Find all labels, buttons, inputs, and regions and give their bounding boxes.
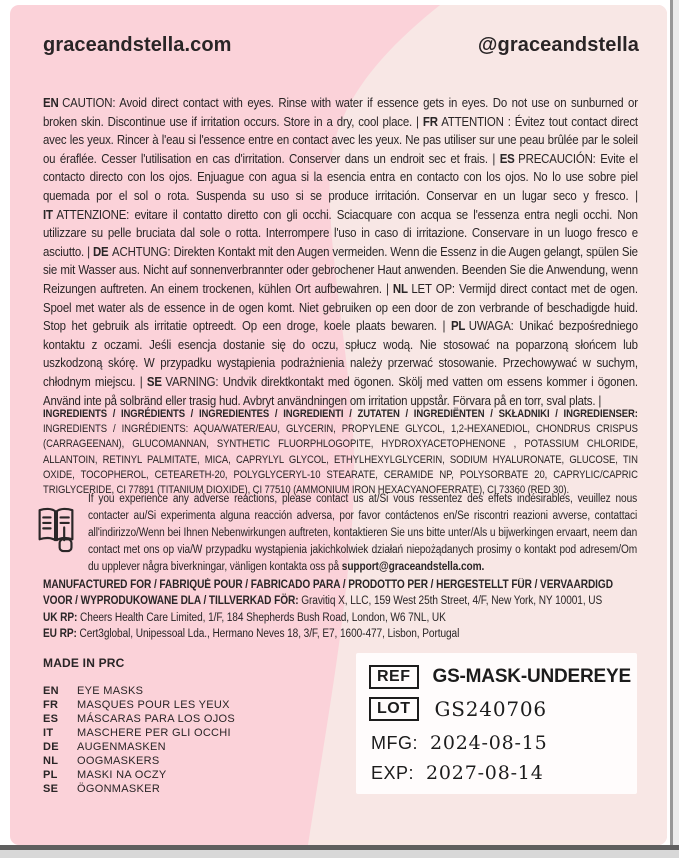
site-url: graceandstella.com <box>43 34 232 56</box>
language-code: EN <box>43 685 59 697</box>
language-code: PL <box>43 769 58 781</box>
manufactured-label: EU RP: <box>43 628 77 641</box>
photo-edge-bottom-outer <box>0 850 679 858</box>
language-row <box>43 768 343 782</box>
caution-segment-text: UWAGA: Unikać bezpośredniego kontaktu z oczami. Jeśli esencja dostanie się do oczu, spłucz wodą. Nie stosować na poparzoną słońcem lub uszkodzoną skórę. W przypadku wystąpienia podrażnienia należy przerwać stosowanie. Przechowywać w suchym, chłodnym miejscu. | <box>43 318 638 389</box>
exp-date: 2027-08-14 <box>426 762 544 784</box>
ref-row <box>369 665 631 689</box>
ref-value: GS-MASK-UNDEREYE <box>432 666 631 687</box>
product-name: MÁSCARAS PARA LOS OJOS <box>77 713 235 725</box>
language-row <box>43 684 343 698</box>
product-name: MASKI NA OCZY <box>77 769 167 781</box>
product-name-languages <box>43 684 343 796</box>
mfg-row <box>369 732 548 754</box>
mfg-label: MFG: <box>371 732 418 753</box>
ingredients-block <box>43 407 638 499</box>
language-code: SE <box>43 783 59 795</box>
language-row <box>43 712 343 726</box>
caution-segment-text: LET OP: Vermijd direct contact met de ogen. Spoel met water als de essence in de ogen komt. Niet gebruiken op een door de zon verbrande of beschadigde huid. Stop het gebruik als irritatie optreedt. Op een droge, koele plaats bewaren. | <box>43 280 638 334</box>
label-panel <box>10 5 667 845</box>
manufactured-row <box>43 626 638 642</box>
caution-segment-text: ATTENTION : Évitez tout contact direct avec les yeux. Rincer à l'eau si l'essence entre en contact avec les yeux. Ne pas utiliser sur une peau brûlée par le soleil ou éraflée. Cesser l'utilisation en cas d'irritation. Conserver dans un endroit sec et frais. | <box>43 113 638 166</box>
language-code: FR <box>43 699 59 711</box>
made-in-text: MADE IN PRC <box>43 656 125 670</box>
language-code: ES <box>43 713 59 725</box>
caution-language-code: DE <box>92 243 109 259</box>
exp-row <box>369 762 544 784</box>
caution-segment-text: ACHTUNG: Direkten Kontakt mit den Augen vermeiden. Wenn die Essenz in die Augen gelangt, spülen Sie sie mit Wasser aus. Nicht auf sonnenverbrannter oder gebrochener Haut anwenden. Beenden Sie die Anwendung, wenn Reizungen auftreten. An einem trockenen, kühlen Ort aufbewahren. | <box>43 243 638 296</box>
caution-segment-text: VARNING: Undvik direktkontakt med ögonen. Skölj med vatten om essens kommer i ögonen. Använd inte på solbränd eller trasig hud. Avbryt användningen om irritation uppstår. Förvara på en torr, sval plats. | <box>43 373 638 408</box>
adverse-text: If you experience any adverse reactions, please contact us at/Si vous ressentez des effets indésirables, veuillez nous contacter au/Si experimenta alguna reacción adversa, por favor contáctenos en/Se riscontri reazioni avverse, contattaci all'indirizzo/Wenn bei Ihnen Nebenwirkungen auftreten, kontaktieren Sie uns bitte unter/Als u bijwerkingen ervaart, neem dan contact met ons op via/W przypadku wystąpienia jakichkolwiek działań niepożądanych prosimy o kontakt pod adresem/Om du upplever några biverkningar, vänligen kontakta oss på <box>88 492 638 573</box>
manufactured-row <box>43 610 638 626</box>
caution-language-code: ES <box>499 150 515 166</box>
caution-language-code: FR <box>422 113 438 129</box>
photo-edge-right-outer <box>673 0 679 858</box>
caution-language-code: NL <box>392 280 408 296</box>
language-code: IT <box>43 727 54 739</box>
manufactured-value: Gravitiq X, LLC, 159 West 25th Street, 4/F, New York, NY 10001, US <box>298 595 603 608</box>
ref-symbol: REF <box>369 665 419 689</box>
language-row <box>43 740 343 754</box>
language-row <box>43 754 343 768</box>
manufactured-block <box>43 577 638 643</box>
ingredients-heading: INGREDIENTS / INGRÉDIENTS / INGREDIENTES / INGREDIENTI / ZUTATEN / INGREDIËNTEN / SKŁADNIKI / INGREDIENSER: <box>43 407 638 420</box>
language-row <box>43 726 343 740</box>
caution-segment-text: ATTENZIONE: evitare il contatto diretto con gli occhi. Sciacquare con acqua se l'essenza entra negli occhi. Non utilizzare su pelle bruciata dal sole o rotta. Interrompere l'uso in caso di irritazione. Conservare in un luogo fresco e asciutto. | <box>43 206 638 259</box>
manufactured-value: Cheers Health Care Limited, 1/F, 184 Shepherds Bush Road, London, W6 7NL, UK <box>77 611 446 624</box>
caution-language-code: EN <box>43 95 59 110</box>
manufactured-label: MANUFACTURED FOR / FABRIQUÉ POUR / FABRICADO PARA / PRODOTTO PER / HERGESTELLT FÜR / VERVAARDIGD VOOR / WYPRODUKOWANE DLA / TILLVERKAD FÖR: <box>43 579 613 608</box>
language-row <box>43 698 343 712</box>
social-handle: @graceandstella <box>477 34 639 56</box>
language-row <box>43 782 343 796</box>
consult-instructions-icon <box>36 505 76 559</box>
lot-value: GS240706 <box>434 697 547 721</box>
language-code: DE <box>43 741 59 753</box>
product-name: MASCHERE PER GLI OCCHI <box>77 727 231 739</box>
lot-symbol: LOT <box>369 697 419 721</box>
caution-language-code: IT <box>43 206 53 222</box>
regulatory-box <box>356 653 637 794</box>
caution-language-code: SE <box>146 373 162 389</box>
manufactured-value: Cert3global, Unipessoal Lda., Hermano Neves 18, 3/F, E7, 1600-477, Lisbon, Portugal <box>76 628 460 641</box>
caution-text <box>43 94 638 416</box>
product-name: OOGMASKERS <box>77 755 160 767</box>
caution-segment-text: PRECAUCIÓN: Evite el contacto directo con los ojos. Enjuague con agua si la esencia entra en contacto con los ojos. No lo use sobre piel quemada por el sol o rota. Suspenda su uso si se produce irritación. Conservar en un lugar seco y fresco. | <box>43 150 638 203</box>
manufactured-row <box>43 577 638 610</box>
product-name: MASQUES POUR LES YEUX <box>77 699 230 711</box>
caution-segment-text: CAUTION: Avoid direct contact with eyes. Rinse with water if essence gets in eyes. Do not use on sunburned or broken skin. Discontinue use if irritation occurs. Store in a dry, cool place. | <box>43 95 638 129</box>
mfg-date: 2024-08-15 <box>430 732 548 754</box>
ingredients-list: INGREDIENTS / INGRÉDIENTS: AQUA/WATER/EAU, GLYCERIN, PROPYLENE GLYCOL, 1,2-HEXANEDIOL, CHONDRUS CRISPUS (CARRAGEENAN), GLUCOMANNAN, SYNTHETIC FLUORPHLOGOPITE, HYDROXYACETOPHENONE , POTASSIUM CHLORIDE, ALLANTOIN, RETINYL PALMITATE, MICA, CAPRYLYL GLYCOL, ETHYLHEXYLGLYCERIN, SODIUM HYALURONATE, GLUCOSE, TIN OXIDE, TOCOPHEROL, CETEARETH-20, POLYGLYCERYL-10 STEARATE, CERAMIDE NP, POLYSORBATE 20, CAPRYLIC/CAPRIC TRIGLYCERIDE, CI 77891 (TITANIUM DIOXIDE), CI 77510 (AMMONIUM IRON HEXACYANOFERRATE), CI 73360 (RED 30). <box>43 423 638 497</box>
lot-row <box>369 697 547 721</box>
exp-label: EXP: <box>371 762 415 783</box>
language-code: NL <box>43 755 59 767</box>
product-name: AUGENMASKEN <box>77 741 166 753</box>
product-name: EYE MASKS <box>77 685 144 697</box>
product-name: ÖGONMASKER <box>77 783 161 795</box>
manufactured-label: UK RP: <box>43 611 78 624</box>
caution-language-code: PL <box>450 318 466 334</box>
support-email: support@graceandstella.com. <box>341 560 485 573</box>
